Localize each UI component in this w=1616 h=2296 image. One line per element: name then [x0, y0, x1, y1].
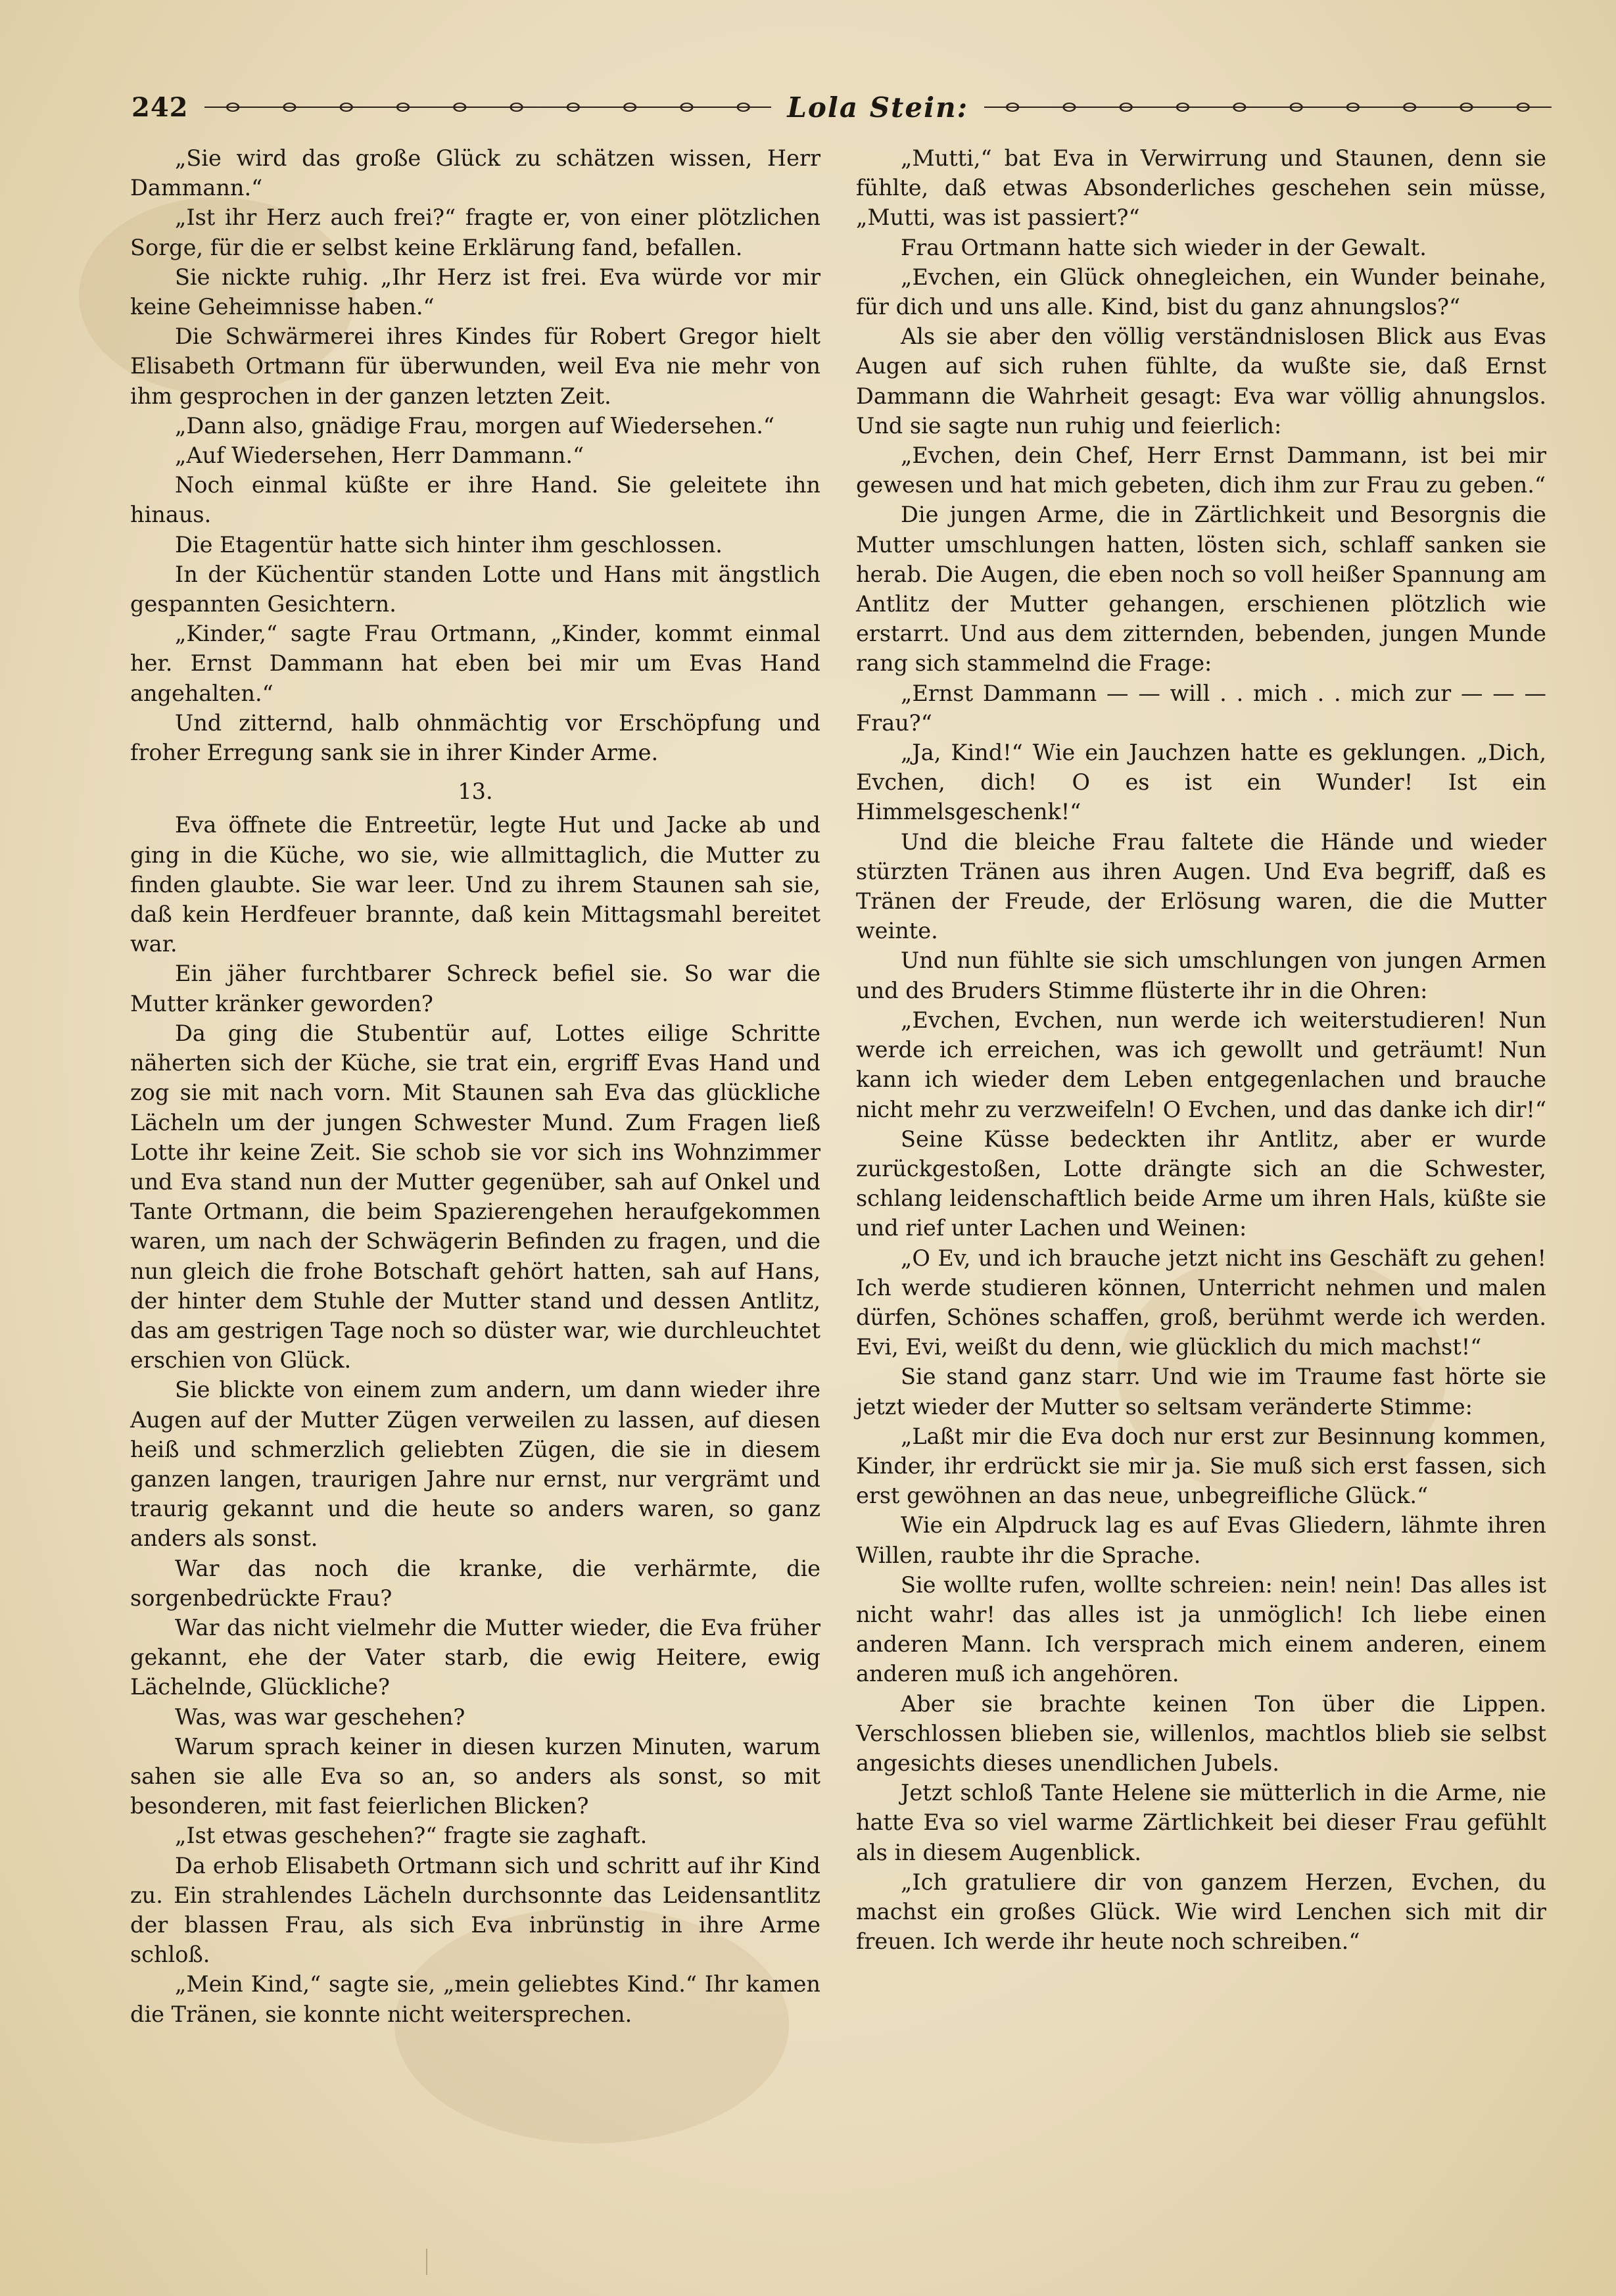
paragraph: „Dann also, gnädige Frau, morgen auf Wiedersehen.“	[175, 412, 774, 439]
paragraph: „O Ev, und ich brauche jetzt nicht ins Geschäft zu gehen! Ich werde studieren können, Unterricht nehmen und malen dürfen, Schönes schaffen, groß, berühmt werde ich werden. Evi, Evi, weißt du denn, wie glücklich du mich machst!“	[856, 1245, 1546, 1360]
paragraph: Die Etagentür hatte sich hinter ihm geschlossen.	[175, 531, 723, 558]
paragraph: „Laßt mir die Eva doch nur erst zur Besinnung kommen, Kinder, ihr erdrückt sie mir ja. Sie muß sich erst fassen, sich erst gewöhnen an das neue, unbegreifliche Glück.“	[856, 1423, 1546, 1509]
ornament-rule-right	[984, 100, 1552, 114]
paragraph: „Kinder,“ sagte Frau Ortmann, „Kinder, kommt einmal her. Ernst Dammann hat eben bei mir um Evas Hand angehalten.“	[130, 621, 820, 706]
paragraph: War das nicht vielmehr die Mutter wieder, die Eva früher gekannt, ehe der Vater starb, die ewig Heitere, ewig Lächelnde, Glückliche?	[130, 1614, 820, 1700]
paragraph: War das noch die kranke, die verhärmte, die sorgenbedrückte Frau?	[130, 1555, 820, 1611]
paragraph: „Sie wird das große Glück zu schätzen wissen, Herr Dammann.“	[130, 145, 820, 201]
paragraph: Jetzt schloß Tante Helene sie mütterlich in die Arme, nie hatte Eva so viel warme Zärtlichkeit bei dieser Frau gefühlt als in diesem Augenblick.	[856, 1780, 1546, 1865]
paragraph: „Mutti,“ bat Eva in Verwirrung und Staunen, denn sie fühlte, daß etwas Absonderliches geschehen sein müsse, „Mutti, was ist passiert?“	[856, 145, 1546, 231]
paragraph: „Ist ihr Herz auch frei?“ fragte er, von einer plötzlichen Sorge, für die er selbst keine Erklärung fand, befallen.	[130, 204, 820, 260]
page-header	[131, 84, 1552, 130]
paragraph: Und die bleiche Frau faltete die Hände und wieder stürzten Tränen aus ihren Augen. Und Eva begriff, daß es Tränen der Freude, der Erlösung waren, die die Mutter weinte.	[856, 828, 1546, 944]
paragraph: Da ging die Stubentür auf, Lottes eilige Schritte näherten sich der Küche, sie trat ein, ergriff Evas Hand und zog sie mit nach vorn. Mit Staunen sah Eva das glückliche Lächeln um der jungen Schwester Mund. Zum Fragen ließ Lotte ihr keine Zeit. Sie schob sie vor sich ins Wohnzimmer und Eva stand nun der Mutter gegenüber, sah auf Onkel und Tante Ortmann, die beim Spazierengehen heraufgekommen waren, um nach der Schwägerin Befinden zu fragen, und die nun gleich die frohe Botschaft gehört hatten, sah auf Hans, der hinter dem Stuhle der Mutter stand und dessen Antlitz, das am gestrigen Tage noch so düster war, wie durchleuchtet erschien von Glück.	[130, 1020, 820, 1374]
left-column	[130, 143, 820, 2029]
paragraph: Wie ein Alpdruck lag es auf Evas Gliedern, lähmte ihren Willen, raubte ihr die Sprache.	[856, 1512, 1546, 1568]
paragraph: „Evchen, ein Glück ohnegleichen, ein Wunder beinahe, für dich und uns alle. Kind, bist du ganz ahnungslos?“	[856, 264, 1546, 320]
paragraph: Sie stand ganz starr. Und wie im Traume fast hörte sie jetzt wieder der Mutter so seltsam veränderte Stimme:	[856, 1364, 1546, 1420]
paragraph: Aber sie brachte keinen Ton über die Lippen. Verschlossen blieben sie, willenlos, machtlos blieb sie selbst angesichts dieses unendlichen Jubels.	[856, 1690, 1546, 1776]
paragraph: Als sie aber den völlig verständnislosen Blick aus Evas Augen auf sich ruhen fühlte, da wußte sie, daß Ernst Dammann die Wahrheit gesagt: Eva war völlig ahnungslos. Und sie sagte nun ruhig und feierlich:	[856, 323, 1546, 439]
ornament-rule-left	[204, 100, 772, 114]
running-head: Lola Stein:	[787, 91, 969, 124]
paragraph: Und nun fühlte sie sich umschlungen von jungen Armen und des Bruders Stimme flüsterte ihr in die Ohren:	[856, 947, 1546, 1003]
paper-mark	[426, 2249, 427, 2275]
paragraph: Noch einmal küßte er ihre Hand. Sie geleitete ihn hinaus.	[130, 472, 820, 528]
paragraph: „Evchen, dein Chef, Herr Ernst Dammann, ist bei mir gewesen und hat mich gebeten, dich ihm zur Frau zu geben.“	[856, 442, 1546, 498]
paragraph: Sie wollte rufen, wollte schreien: nein! nein! Das alles ist nicht wahr! das alles ist ja unmöglich! Ich liebe einen anderen Mann. Ich versprach mich einem anderen, einem anderen muß ich angehören.	[856, 1571, 1546, 1687]
paragraph: Eva öffnete die Entreetür, legte Hut und Jacke ab und ging in die Küche, wo sie, wie allmittaglich, die Mutter zu finden glaubte. Sie war leer. Und zu ihrem Staunen sah sie, daß kein Herdfeuer brannte, daß kein Mittagsmahl bereitet war.	[130, 812, 820, 957]
paragraph: „Evchen, Evchen, nun werde ich weiterstudieren! Nun werde ich erreichen, was ich gewollt und geträumt! Nun kann ich wieder dem Leben entgegenlachen und brauche nicht mehr zu verzweifeln! O Evchen, und das danke ich dir!“	[856, 1007, 1546, 1122]
page-number: 242	[131, 91, 189, 123]
paragraph: „Ich gratuliere dir von ganzem Herzen, Evchen, du machst ein großes Glück. Wie wird Lenchen sich mit dir freuen. Ich werde ihr heute noch schreiben.“	[856, 1869, 1546, 1955]
paragraph: „Auf Wiedersehen, Herr Dammann.“	[175, 442, 584, 469]
paragraph: Seine Küsse bedeckten ihr Antlitz, aber er wurde zurückgestoßen, Lotte drängte sich an die Schwester, schlang leidenschaftlich beide Arme um ihren Hals, küßte sie und rief unter Lachen und Weinen:	[856, 1126, 1546, 1241]
paragraph: „Ja, Kind!“ Wie ein Jauchzen hatte es geklungen. „Dich, Evchen, dich! O es ist ein Wunder! Ist ein Himmelsgeschenk!“	[856, 740, 1546, 825]
paragraph: Die Schwärmerei ihres Kindes für Robert Gregor hielt Elisabeth Ortmann für überwunden, weil Eva nie mehr von ihm gesprochen in der ganzen letzten Zeit.	[130, 323, 820, 409]
paragraph: „Ist etwas geschehen?“ fragte sie zaghaft.	[175, 1823, 648, 1849]
paragraph: Sie nickte ruhig. „Ihr Herz ist frei. Eva würde vor mir keine Geheimnisse haben.“	[130, 264, 820, 320]
paragraph: Was, was war geschehen?	[175, 1704, 465, 1730]
paragraph: „Ernst Dammann — — will . . mich . . mich zur — — — Frau?“	[856, 680, 1546, 736]
paragraph: Da erhob Elisabeth Ortmann sich und schritt auf ihr Kind zu. Ein strahlendes Lächeln durchsonnte das Leidensantlitz der blassen Frau, als sich Eva inbrünstig in ihre Arme schloß.	[130, 1852, 820, 1968]
chapter-number: 13.	[458, 778, 493, 805]
paragraph: Ein jäher furchtbarer Schreck befiel sie. So war die Mutter kränker geworden?	[130, 961, 820, 1016]
paragraph: Frau Ortmann hatte sich wieder in der Gewalt.	[901, 234, 1427, 260]
paragraph: In der Küchentür standen Lotte und Hans mit ängstlich gespannten Gesichtern.	[130, 561, 820, 617]
paragraph: „Mein Kind,“ sagte sie, „mein geliebtes Kind.“ Ihr kamen die Tränen, sie konnte nicht weitersprechen.	[130, 1971, 820, 2027]
paragraph: Sie blickte von einem zum andern, um dann wieder ihre Augen auf der Mutter Zügen verweilen zu lassen, auf diesen heiß und schmerzlich geliebten Zügen, die sie in diesem ganzen langen, traurigen Jahre nur ernst, nur vergrämt und traurig gekannt und die heute so anders waren, so ganz anders als sonst.	[130, 1377, 820, 1552]
paragraph: Die jungen Arme, die in Zärtlichkeit und Besorgnis die Mutter umschlungen hatten, lösten sich, schlaff sanken sie herab. Die Augen, die eben noch so voll heißer Spannung am Antlitz der Mutter gehangen, erschienen plötzlich wie erstarrt. Und aus dem zitternden, bebenden, jungen Munde rang sich stammelnd die Frage:	[856, 502, 1546, 677]
paragraph: Warum sprach keiner in diesen kurzen Minuten, warum sahen sie alle Eva so an, so anders als sonst, so mit besonderen, mit fast feierlichen Blicken?	[130, 1733, 820, 1819]
right-column	[856, 143, 1546, 1956]
paragraph: Und zitternd, halb ohnmächtig vor Erschöpfung und froher Erregung sank sie in ihrer Kinder Arme.	[130, 709, 820, 766]
